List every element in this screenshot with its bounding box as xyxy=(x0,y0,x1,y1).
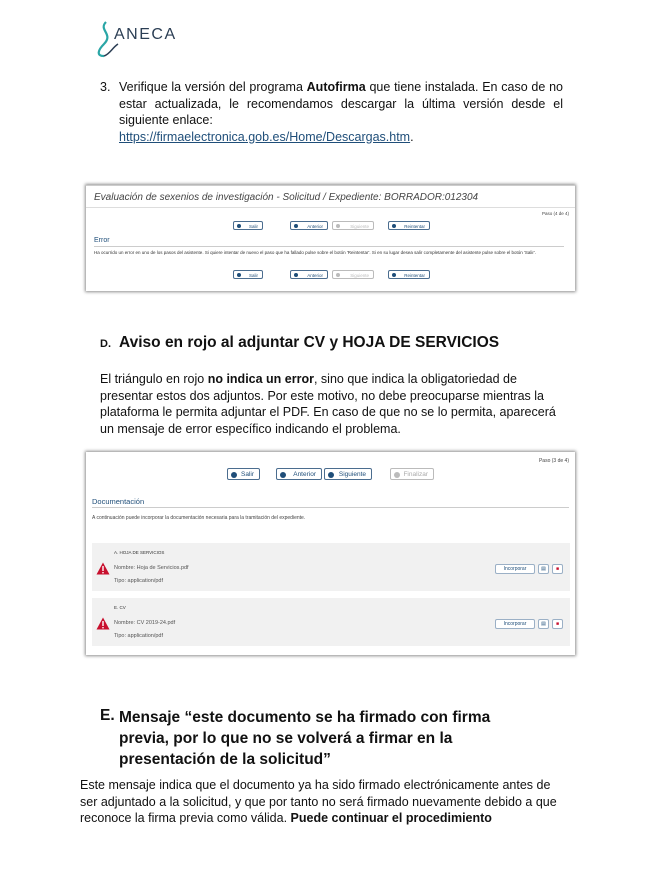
step3-paragraph xyxy=(119,79,563,145)
view-document-button[interactable] xyxy=(538,619,549,629)
finish-button[interactable]: Finalizar xyxy=(390,468,434,480)
exit-button-bottom[interactable]: Salir xyxy=(233,270,263,279)
next-button-bottom[interactable]: Siguiente xyxy=(332,270,374,279)
step3-text-post: que tiene instalada. En caso de no estar actualizada, le recomendamos descargar la última versión desde el siguiente enlace: xyxy=(119,80,563,127)
document-card-hoja-servicios xyxy=(92,543,570,591)
section-e-title: Mensaje “este documento se ha firmado con firma previa, por lo que no se volverá a firmar en la presentación de la solicitud” xyxy=(119,709,491,768)
exit-button[interactable]: Salir xyxy=(227,468,260,480)
document-mime: Tipo: application/pdf xyxy=(114,633,164,639)
step-indicator: Paso (4 de 4) xyxy=(541,211,569,216)
previous-button[interactable]: Anterior xyxy=(276,468,322,480)
view-document-button[interactable] xyxy=(538,564,549,574)
delete-document-button[interactable] xyxy=(552,564,563,574)
next-button[interactable]: Siguiente xyxy=(332,221,374,230)
previous-icon xyxy=(280,472,286,478)
trash-icon: ■ xyxy=(555,621,560,627)
document-name: Nombre: CV 2019-24.pdf xyxy=(114,620,176,626)
document-icon: ▤ xyxy=(541,621,546,627)
step-indicator: Paso (3 de 4) xyxy=(538,458,569,464)
section-e-text-bold: Puede continuar el procedimiento xyxy=(290,811,492,825)
retry-button-bottom[interactable]: Reintentar xyxy=(388,270,430,279)
error-screenshot xyxy=(86,185,575,291)
documentation-screenshot xyxy=(86,452,575,655)
next-button[interactable]: Siguiente xyxy=(324,468,372,480)
exit-icon xyxy=(231,472,237,478)
section-e-paragraph xyxy=(80,777,565,827)
step3-text-pre: Verifique la versión del programa xyxy=(119,80,307,94)
section-d-text-post: , sino que indica la obligatoriedad de presentar estos dos adjuntos. Por este motivo, no debe preocuparse mientras la plataforma le permita adjuntar el PDF. En caso de que no se lo permita, aparecerá un mensaje de error específico indicando el problema. xyxy=(100,372,556,436)
previous-icon xyxy=(294,273,298,277)
next-icon xyxy=(336,224,340,228)
document-type: E. CV xyxy=(114,605,126,610)
section-d-title: Aviso en rojo al adjuntar CV y HOJA DE SERVICIOS xyxy=(119,334,500,351)
document-name: Nombre: Hoja de Servicios.pdf xyxy=(114,565,189,571)
section-e-text-pre: Este mensaje indica que el documento ya ha sido firmado electrónicamente antes de ser adjuntado a la solicitud, y que por tanto no será firmado nuevamente debido a que reconoce la firma previa como válida. xyxy=(80,778,557,825)
logo-text: ANECA xyxy=(114,26,177,43)
section-d-text-pre: El triángulo en rojo xyxy=(100,372,208,386)
incorporate-button[interactable]: Incorporar xyxy=(495,564,535,574)
document-icon: ▤ xyxy=(541,566,546,572)
section-d-text-bold: no indica un error xyxy=(207,372,314,386)
exit-icon xyxy=(237,224,241,228)
link-suffix: . xyxy=(410,129,414,144)
document-mime: Tipo: application/pdf xyxy=(114,578,164,584)
section-e-letter: E. xyxy=(100,707,115,724)
error-heading: Error xyxy=(94,237,110,244)
autofirma-download-link[interactable]: https://firmaelectronica.gob.es/Home/Descargas.htm xyxy=(119,129,411,144)
next-icon xyxy=(336,273,340,277)
section-d-letter: D. xyxy=(100,338,111,350)
retry-icon xyxy=(392,273,396,277)
warning-triangle-icon xyxy=(96,562,110,575)
warning-triangle-icon xyxy=(96,617,110,630)
error-message: Ha ocurrido un error en uno de los pasos del asistente. Si quiere intentar de nuevo el paso que ha fallado pulse sobre el botón 'Reintentar'. Si en su lugar desea salir completamente del asistente pulse sobre el botón 'Salir'. xyxy=(94,250,536,255)
incorporate-button[interactable]: Incorporar xyxy=(495,619,535,629)
document-type: A. HOJA DE SERVICIOS xyxy=(114,550,165,555)
exit-button[interactable]: Salir xyxy=(233,221,263,230)
documentation-heading: Documentación xyxy=(92,497,145,506)
section-d-paragraph xyxy=(100,371,562,437)
trash-icon: ■ xyxy=(555,566,560,572)
delete-document-button[interactable] xyxy=(552,619,563,629)
previous-icon xyxy=(294,224,298,228)
retry-icon xyxy=(392,224,396,228)
finish-icon xyxy=(394,472,400,478)
next-icon xyxy=(328,472,334,478)
previous-button-bottom[interactable]: Anterior xyxy=(290,270,328,279)
wizard-title: Evaluación de sexenios de investigación - Solicitud / Expediente: BORRADOR:012304 xyxy=(94,192,479,203)
retry-button[interactable]: Reintentar xyxy=(388,221,430,230)
exit-icon xyxy=(237,273,241,277)
document-card-cv xyxy=(92,598,570,646)
step3-number: 3. xyxy=(100,80,111,94)
step3-text-bold: Autofirma xyxy=(306,80,366,94)
documentation-intro: A continuación puede incorporar la documentación necesaria para la tramitación del expediente. xyxy=(92,515,306,521)
previous-button[interactable]: Anterior xyxy=(290,221,328,230)
